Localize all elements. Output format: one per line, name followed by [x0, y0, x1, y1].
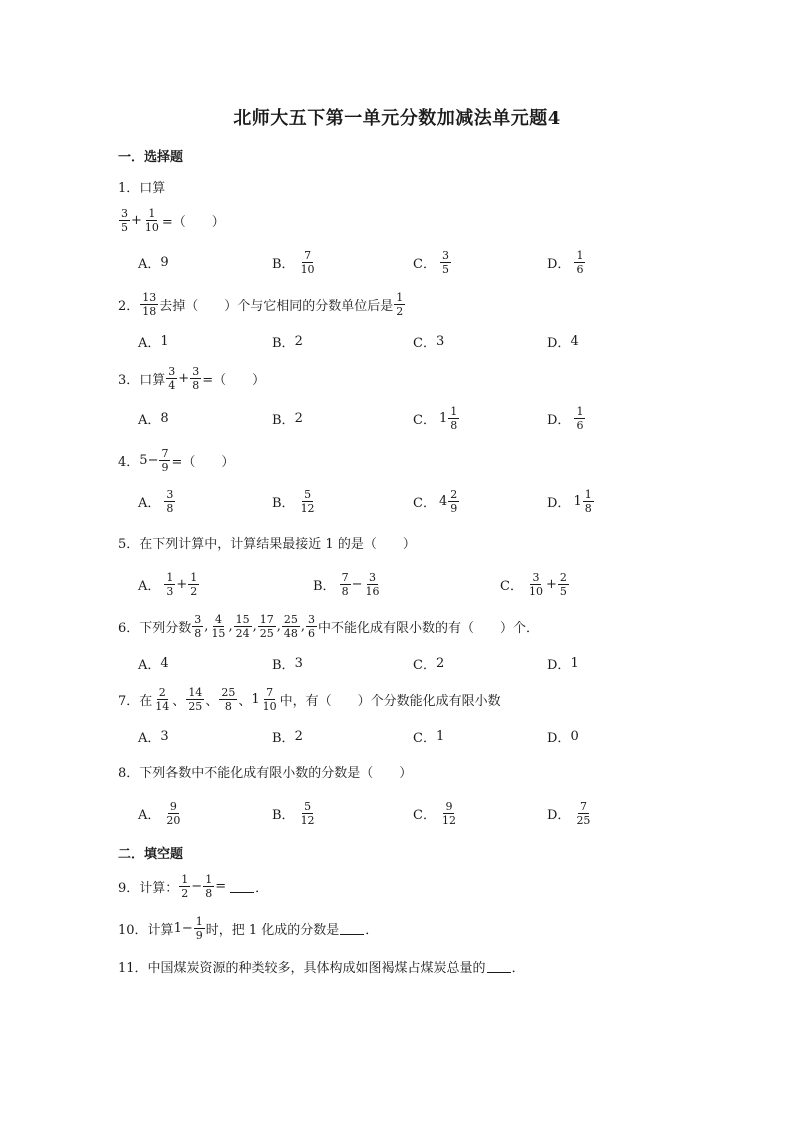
fraction: $\frac{1}{6}$ — [576, 248, 584, 276]
question-10: 10． 计算 1 − $\frac{1}{9}$ 时，把 1 化成的分数是 ． — [118, 914, 379, 942]
question-9: 9． 计算： $\frac{1}{2}$ − $\frac{1}{8}$ = ． — [118, 872, 269, 900]
fraction: $\frac{3}{5}$ — [441, 248, 449, 276]
fraction: $\frac{1}{9}$ — [195, 914, 203, 942]
option-b[interactable]: B． 2 — [272, 728, 303, 746]
option-c[interactable]: C． 4 $\frac{2}{9}$ — [413, 487, 458, 515]
option-d[interactable]: D． 1 $\frac{1}{8}$ — [547, 487, 592, 515]
option-d[interactable]: D． 1 — [547, 655, 579, 673]
option-d[interactable]: D． $\frac{7}{25}$ — [547, 799, 591, 827]
fraction: $\frac{1}{3}$ — [166, 570, 174, 598]
fraction: $\frac{9}{20}$ — [166, 799, 181, 827]
option-b[interactable]: B． $\frac{5}{12}$ — [272, 799, 315, 827]
fraction: $\frac{9}{12}$ — [441, 799, 456, 827]
fraction: $\frac{1}{10}$ — [144, 206, 159, 234]
fraction: $\frac{7}{9}$ — [161, 446, 169, 474]
question-8: 8． 下列各数中不能化成有限小数的分数是（ ） — [118, 765, 413, 781]
question-1-expression: $\frac{3}{5}$ + $\frac{1}{10}$ =（ ） — [121, 206, 225, 234]
fraction: $\frac{7}{10}$ — [300, 248, 315, 276]
fraction: $\frac{7}{8}$ — [341, 570, 349, 598]
option-d[interactable]: D． 0 — [547, 728, 579, 746]
fraction: $\frac{17}{25}$ — [259, 612, 274, 640]
fraction: $\frac{7}{10}$ — [262, 685, 277, 713]
question-4: 4． 5 − $\frac{7}{9}$ =（ ） — [118, 446, 235, 474]
fraction: $\frac{2}{9}$ — [450, 487, 458, 515]
page-title: 北师大五下第一单元分数加减法单元题4 — [233, 108, 561, 129]
fraction: $\frac{13}{18}$ — [142, 290, 157, 318]
question-6: 6． 下列分数 $\frac{3}{8}$ , $\frac{4}{15}$ , $\frac{15}{24}$ , $\frac{17}{25}$ , $\frac{25}{48}$ , $\frac{3}{6}$ 中不能化成有限小数的有（ ）个． — [118, 612, 540, 640]
option-d[interactable]: D． 4 — [547, 333, 579, 351]
option-c[interactable]: C． 1 — [413, 728, 445, 746]
fraction: $\frac{5}{12}$ — [300, 487, 315, 515]
option-b[interactable]: B． $\frac{7}{10}$ — [272, 248, 315, 276]
option-b[interactable]: B． 3 — [272, 655, 303, 673]
fraction: $\frac{14}{25}$ — [188, 685, 203, 713]
option-c[interactable]: C． 2 — [413, 655, 445, 673]
fraction: $\frac{4}{15}$ — [211, 612, 226, 640]
fraction: $\frac{1}{2}$ — [181, 872, 189, 900]
option-a[interactable]: A． 4 — [138, 655, 169, 673]
fraction: $\frac{1}{2}$ — [396, 290, 404, 318]
fraction: $\frac{2}{5}$ — [559, 570, 567, 598]
fraction: $\frac{25}{48}$ — [283, 612, 298, 640]
fraction: $\frac{3}{5}$ — [121, 206, 128, 234]
fraction: $\frac{3}{8}$ — [194, 612, 202, 640]
option-a[interactable]: A． $\frac{3}{8}$ — [138, 487, 174, 515]
section-choice-heading: 一．选择题 — [118, 150, 184, 165]
fraction: $\frac{3}{16}$ — [365, 570, 380, 598]
option-a[interactable]: A． 8 — [138, 410, 169, 428]
option-a[interactable]: A． 9 — [138, 254, 169, 272]
fraction: $\frac{1}{6}$ — [576, 404, 584, 432]
fraction: $\frac{3}{4}$ — [168, 364, 176, 392]
option-b[interactable]: B． $\frac{7}{8}$ − $\frac{3}{16}$ — [313, 570, 380, 598]
option-a[interactable]: A． 1 — [138, 333, 169, 351]
question-5: 5． 在下列计算中，计算结果最接近 1 的是（ ） — [118, 536, 416, 552]
question-11: 11． 中国煤炭资源的种类较多，具体构成如图褐煤占煤炭总量的 ． — [118, 960, 525, 976]
fraction: $\frac{1}{8}$ — [205, 872, 213, 900]
fraction: $\frac{15}{24}$ — [235, 612, 250, 640]
fraction: $\frac{1}{2}$ — [190, 570, 198, 598]
section-fill-heading: 二．填空题 — [118, 847, 184, 862]
question-3: 3． 口算 $\frac{3}{4}$ + $\frac{3}{8}$ =（ ） — [118, 364, 266, 392]
option-b[interactable]: B． 2 — [272, 333, 303, 351]
option-c[interactable]: C． 3 — [413, 333, 445, 351]
question-1: 1． 口算 — [118, 180, 166, 196]
answer-blank[interactable] — [340, 922, 364, 935]
question-7: 7． 在 $\frac{2}{14}$ 、 $\frac{14}{25}$ 、 $\frac{25}{8}$ 、 1 $\frac{7}{10}$ 中，有（ ）个分数能化成有限小数 — [118, 685, 501, 713]
fraction: $\frac{2}{14}$ — [155, 685, 170, 713]
answer-blank[interactable] — [487, 960, 511, 973]
option-b[interactable]: B． 2 — [272, 410, 303, 428]
option-a[interactable]: A． $\frac{9}{20}$ — [138, 799, 181, 827]
fraction: $\frac{5}{12}$ — [300, 799, 315, 827]
option-c[interactable]: C． $\frac{9}{12}$ — [413, 799, 456, 827]
fraction: $\frac{3}{10}$ — [528, 570, 543, 598]
option-d[interactable]: D． $\frac{1}{6}$ — [547, 248, 584, 276]
option-d[interactable]: D． $\frac{1}{6}$ — [547, 404, 584, 432]
question-2: 2． $\frac{13}{18}$ 去掉（ ）个与它相同的分数单位后是 $\frac{1}{2}$ — [118, 290, 404, 318]
fraction: $\frac{3}{8}$ — [192, 364, 200, 392]
option-c[interactable]: C． $\frac{3}{5}$ — [413, 248, 449, 276]
answer-blank[interactable] — [230, 880, 254, 893]
option-b[interactable]: B． $\frac{5}{12}$ — [272, 487, 315, 515]
fraction: $\frac{25}{8}$ — [221, 685, 236, 713]
fraction: $\frac{7}{25}$ — [576, 799, 591, 827]
fraction: $\frac{3}{6}$ — [308, 612, 315, 640]
fraction: $\frac{1}{8}$ — [450, 404, 458, 432]
option-c[interactable]: C． $\frac{3}{10}$ + $\frac{2}{5}$ — [500, 570, 567, 598]
fraction: $\frac{3}{8}$ — [166, 487, 174, 515]
option-c[interactable]: C． 1 $\frac{1}{8}$ — [413, 404, 458, 432]
option-a[interactable]: A． $\frac{1}{3}$ + $\frac{1}{2}$ — [138, 570, 198, 598]
option-a[interactable]: A． 3 — [138, 728, 169, 746]
fraction: $\frac{1}{8}$ — [584, 487, 592, 515]
